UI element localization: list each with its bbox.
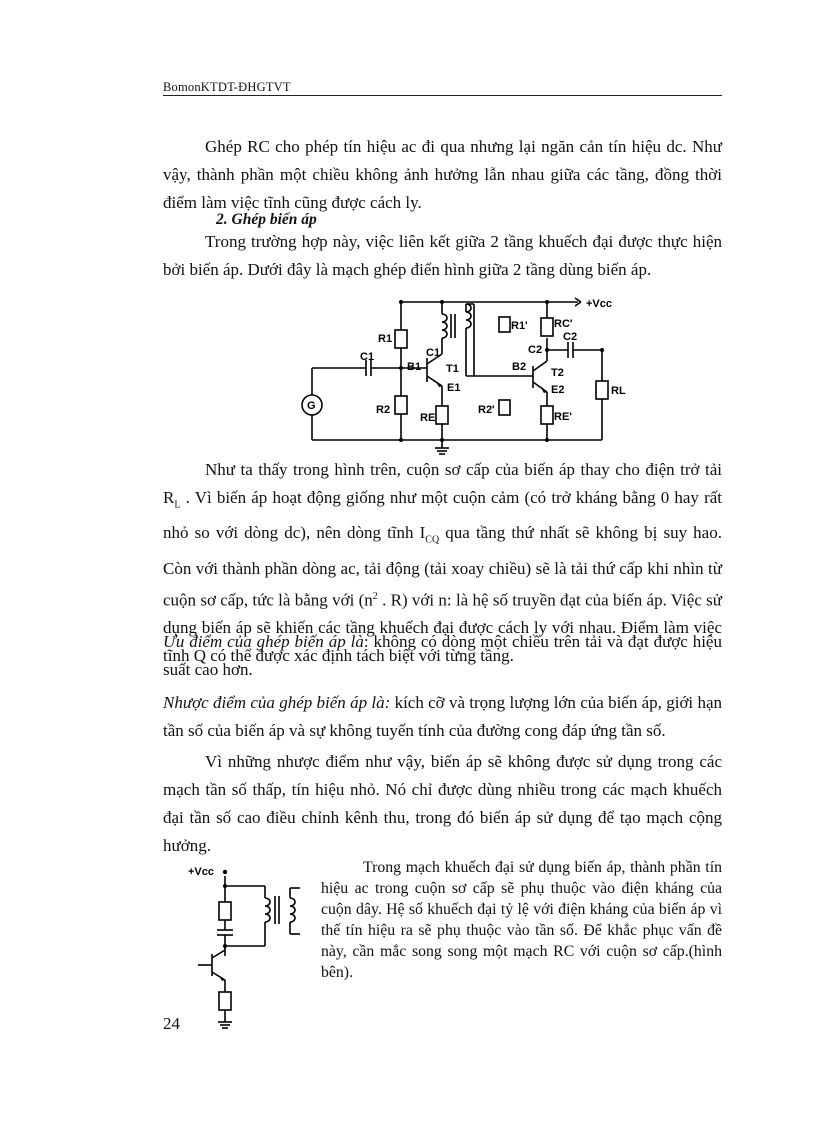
label-g: G	[307, 400, 316, 412]
label-vcc-small: +Vcc	[188, 866, 214, 878]
rc-parallel-primary-circuit	[180, 858, 315, 1033]
label-r2: R2	[376, 404, 391, 416]
paragraph-transformer-intro: Trong trường hợp này, việc liên kết giữa 2 tầng khuếch đại được thực hiện bởi biến áp. Dưới đây là mạch ghép điển hình giữa 2 tầng dùng biến áp.	[163, 232, 722, 279]
paragraph-advantages: Ưu điểm của ghép biến áp là: không có dòng một chiều trên tải và đạt được hiệu suất cao hơn.	[163, 632, 722, 679]
two-stage-transformer-coupled-circuit	[290, 290, 635, 465]
label-c2-top: C2	[528, 344, 543, 356]
label-rl: RL	[611, 385, 626, 397]
paragraph-transformer-explanation: Như ta thấy trong hình trên, cuộn sơ cấp của biến áp thay cho điện trở tải $R_L$ . Vì biến áp hoạt động giống như một cuộn cảm (có trở kháng bằng 0 hay rất nhỏ so với dòng dc), nên dòng tĩnh $I_{CQ}$ qua tầng thứ nhất sẽ không bị suy hao. Còn với thành phần dòng ac, tải động (tải xoay chiều) sẽ là tải thứ cấp khi nhìn từ cuộn sơ cấp, tức là bằng với ($n^2$ . R) với n: là hệ số truyền đạt của biến áp. Việc sử dụng biến áp sẽ khiến các tầng khuếch đại được cách ly với nhau. Điểm làm việc tĩnh Q có thể được xác định tách biệt với từng tầng.	[163, 460, 723, 666]
label-b2: B2	[512, 361, 527, 373]
label-e2: E2	[551, 384, 565, 396]
page-number: 24	[163, 1014, 180, 1033]
paragraph-rc-compensation: Trong mạch khuếch đại sử dụng biến áp, thành phần tín hiệu ac trong cuộn sơ cấp sẽ phụ thuộc vào điện kháng của cuộn dây. Hệ số khuếch đại tỷ lệ với điện kháng của biến áp vì thế tín hiệu ra sẽ phụ thuộc vào tần số. Để khắc phục vấn đề này, cần mắc song song một mạch RC với cuộn sơ cấp.(hình bên).	[321, 859, 722, 981]
label-t1: T1	[446, 363, 459, 375]
section-heading: 2. Ghép biến áp	[216, 211, 317, 228]
paragraph-disadvantages: Nhược điểm của ghép biến áp là: kích cỡ và trọng lượng lớn của biến áp, giới hạn tần số của biến áp và sự không tuyến tính của đường cong đáp ứng tần số.	[163, 693, 722, 740]
label-r1-prime: R1'	[511, 320, 528, 332]
label-vcc: +Vcc	[586, 298, 612, 310]
label-rc-prime: RC'	[554, 318, 573, 330]
paragraph-usage: Vì những nhược điểm như vậy, biến áp sẽ không được sử dụng trong các mạch tần số thấp, tín hiệu nhỏ. Nó chỉ được dùng nhiều trong các mạch khuếch đại tần số cao điều chỉnh kênh thu, trong đó biến áp sử dụng để tạo mạch cộng hưởng.	[163, 752, 722, 855]
label-re-prime: RE'	[554, 411, 572, 423]
label-r1: R1	[378, 333, 393, 345]
label-e1: E1	[447, 382, 461, 394]
label-re: RE	[420, 412, 436, 424]
label-c1-coil: C1	[426, 347, 441, 359]
label-r2-prime: R2'	[478, 404, 495, 416]
label-c2-output: C2	[563, 331, 578, 343]
label-b1: B1	[407, 361, 422, 373]
paragraph-rc-coupling: Ghép RC cho phép tín hiệu ac đi qua nhưng lại ngăn cản tín hiệu dc. Như vậy, thành phần một chiều không ảnh hưởng lẫn nhau giữa các tầng, đồng thời điểm làm việc tĩnh cũng được cách ly.	[163, 137, 722, 212]
label-t2: T2	[551, 367, 564, 379]
page-header: BomonKTDT-ĐHGTVT	[163, 80, 291, 94]
label-c1-input: C1	[360, 351, 375, 363]
header-divider	[163, 95, 722, 96]
